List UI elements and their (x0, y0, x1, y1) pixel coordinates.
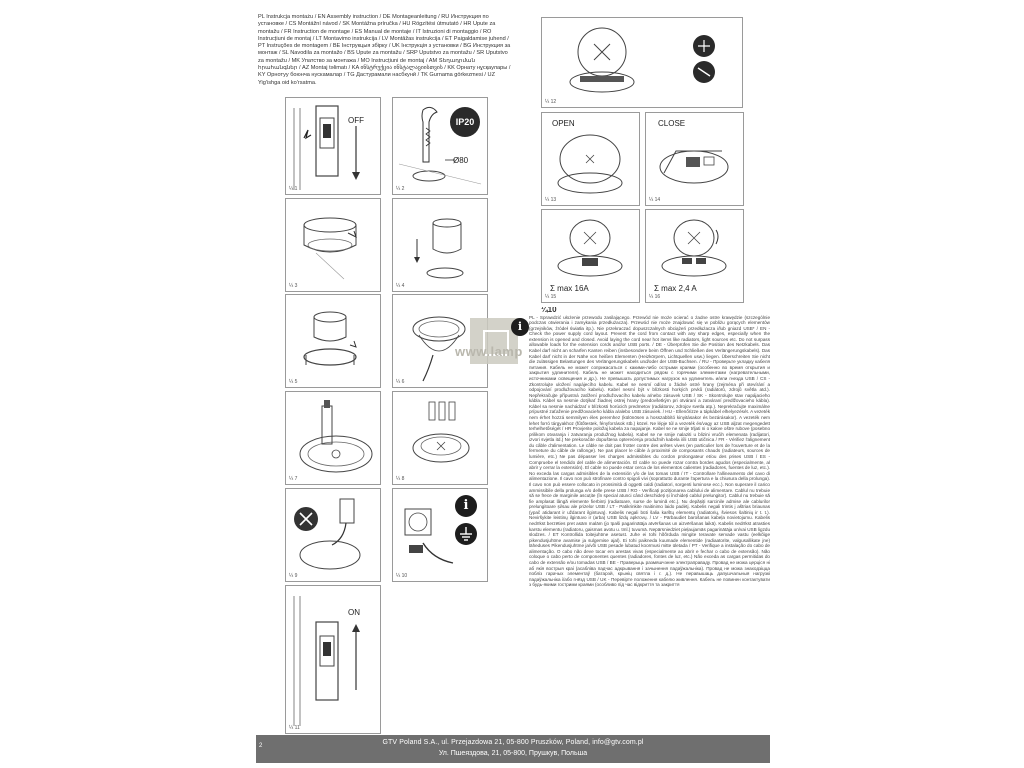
ip20-badge (450, 107, 480, 137)
figure-1 (285, 97, 381, 195)
figure-12 (541, 17, 743, 108)
figure-number: ¼ 9 (289, 573, 298, 579)
figure-7 (285, 391, 381, 485)
figure-10 (392, 488, 488, 582)
open-label: OPEN (552, 119, 575, 128)
figure-number: ¼ 6 (396, 379, 405, 385)
figure-5 (285, 294, 381, 388)
figure-9 (285, 488, 381, 582)
figure-number: ¼ 10 (396, 573, 408, 579)
intro-text: PL Instrukcja montażu / EN Assembly instruction / DE Montageanleitung / RU Инструкция по установке / CS Montážní návod / SK Montážna príručka / HU Rögzítési útmutató / HR Upute za montažu / FR Instruction de montage / ES Manual de montaje / IT Istruzioni di montaggio / RO Instrucțiuni de montaj / LT Montavimo instrukcija / LV Montāžas instrukcija / ET Paigaldamise juhend / PT Instruções de montagem / BE Інструкцыя збірку / UK Інструкція з установки / BG Инструкция за монтаж / SL Navodila za montažo / BS Upute za montažu / SRP Uputstvo za montažu / SR Uputstvo za montažu / MK Упатство за монтажа / MO Instrucțiuni de montaj / AM Տեղադրման հրահանգներ / AZ Montaj təlimatı / KA ინსტრუქცია ინსტალაციისთვის / KK Орнату нұсқаулары / KY Орнотуу боюнча нускамалар / TG Дастурамали насбкунӣ / TK Gurnama görkezmesi / UZ Yig'ishga oid ko'rsatma. (258, 14, 511, 86)
diameter-label: Ø80 (453, 156, 469, 165)
wall-socket-on-drawing (286, 586, 380, 733)
watermark-text: www.lamp (455, 344, 523, 359)
figure-4 (392, 198, 488, 292)
close-label: CLOSE (658, 119, 686, 128)
figure-number: ¼ 15 (545, 294, 557, 300)
max-2-4a-label: Σ max 2,4 A (654, 284, 697, 293)
plug-in-drawing (286, 392, 380, 484)
ip20-text: IP20 (455, 117, 475, 127)
figure-number: ¼ 11 (289, 725, 300, 731)
section-10-body: PL - Sprawdzić ułożenie przewodu zasilającego. Przewód nie może ocierać o żadne ostre krawędzie (szczególnie podczas otwierania i zamykania przedłużacza). Przewód nie może znajdować się w pobliżu gorących elementów (grzejników, źródeł światła itp.). Nie przekraczać dopuszczalnych obciążeń przedłużacza i/lub gniazd USB* / EN - Check the power supply cord layout. Prevent the cord from contact with any sharp edges, especially when the extension is opened and closed. Avoid laying the cord near hot items like radiators, light sources etc. Do not surpass allowable loads for the extension cords and/or USB ports. / DE - Überprüfen Sie die Position des Netzkabels. Das Kabel darf nicht an scharfen Kanten reiben (insbesondere beim Öffnen und Schließen des Verlängerungskabels). Das Kabel darf nicht in der Nähe von heißen Elementen (Heizkörpern, Lichtquellen usw.) liegen. Überschreiten Sie nicht die zulässigen Belastungen des Verlängerungskabels und/oder der USB-Buchsen. / RU - Проверьте укладку кабеля питания. Кабель не может соприкасаться с какими-либо острыми краями (особенно во время открытия и закрытия удлинителя). Кабель не может находиться рядом с горячими элементами (нагревательными, источниками освещения и др.). Не превышать допустимых нагрузок на удлинитель и/или гнезда USB / CS - Zkontrolujte uložení napájecího kabelu. Kabel se nesmí odírat o žádné ostré hrany (zejména při otevírání a odpojování prodlužovacího kabelu). Kabel nesmí být v blízkosti horkých prvků (radiátorů, zdrojů světla atd.). Nepřekračujte přípustná zatížení prodlužovacího kabelu a/nebo zásuvek USB / SK - Skontrolujte stav napájacieho kábla. Kábel sa nesmie dotýkať žiadnej ostrej hrany (predovšetkým pri otváraní a zatváraní predlžovacieho kábla). Kábel sa nesmie nachádzať v blízkosti horúcich predmetov (radiátorov, zdrojov svetla atp.). Neprekračujte maximálne prípustné zaťaženie predlžovacieho kábla a/alebo USB zásuviek. / HU - Ellenőrizze a tápkábel elhelyezését. A vezeték nem érhet hozzá semmilyen éles peremhez (különösen a hosszabbító kinyitásakor és bezárásakor). A vezeték nem lehet forró tárgyakhoz (fűtőtestek, fényforrások stb.) közel. Ne lépje túl a vezeték és/vagy az USB aljzat megengedett terhelhetőségét / HR Provjerite položaj kabela za napajanje. Kabel se ne smije trljati ni o kakve oštre rubove (posebno prilikom otvaranja i zatvaranja produžnog kabela). Kabel se ne smije nalaziti u blizini vrućih elemenata (radijatori, izvori svjetla itd.) Ne prekoračite dopuštena opterećenja produžnih kabela i/ili USB utičnica / FR - Vérifiez l'alignement du câble d'alimentation. Le câble ne doit pas frotter contre des arêtes vives (en particulier lors de l'ouverture et de la fermeture du câble de rallonge). Ne pas placer le câble à proximité de composants chauds (radiateurs, sources de lumière, etc.) Ne pas dépasser les charges admissibles du cordon prolongateur et/ou des prises USB / ES - Compruebe el tendido del cable de alimentación. El cable no puede rozar contra bordes agudos (especialmente, al abrir y cerrar la extensión). El cable no puede estar cerca de los elementos calientes (radiadores, fuentes de luz, etc.). No exceda las cargas admisibles de la extensión y/o de las tomas USB / IT - Controllare l'allineamento del cavo di alimentazione. Il cavo non può strofinare contro spigoli vivi (soprattutto durante l'apertura e la chiusura della prolunga). Il cavo non può essere collocato in prossimità di oggetti caldi (radiatori, sorgenti luminose ecc.). Non superare il carico ammissibile della prolunga e/o delle prese USB / RO - Verificați poziționarea cablului de alimentare. Cablul nu trebuie să se frece de marginile ascuțite (în special atunci când deschideți și închideți cablul prelungitor). Cablul nu trebuie să fie amplasat lângă elemente fierbinți (radiatoare, surse de lumină etc.). Nu depășiți sarcinile admise ale cablurilor prelungitoare și/sau ale prizelor USB / LT - Patikrinkite maitinimo laido padėtį. Kabelis negali trintis į aštrias briaunas (ypač atidarant ir uždarant ilgintuvą). Kabelis negali būti šalia karštų elementų (radiatorių, šviesos šaltinių ir t. t.). Neviršykite leistinų ilgintuvo ir (arba) USB lizdų apkrovų. / LV - Pārbaudiet barošanas kabeļa novietojumu. Kabelis nedrīkst berzēties pret asām malām (jo īpaši pagarinātāja atvēršanas un aizvēršanas laikā). Kabelis nedrīkst atrasties karstu elementu (radiatoru, gaismas avotu u. tml.) tuvumā. Nepārsniedziet pieļaujamās pagarinātāja un/vai USB ligzdu slodzes. / ET Kontrollida toitejuhtme asetust. Juhe ei tohi hõõrduda mingite teravate servade vastu (eelkõige pikendusjuhtme avamise ja sulgemise ajal). Ei tohi paikneda kuumade elementide (radiaatorite, valgusallikate jne) läheduses Pikendusjuhtme ja/või USB pesade lubatud koormusi mitte ületada / PT - Verifique a instalação do cabo de alimentação. O cabo não deve tocar em arestas vivas (especialmente ao abrir e fechar o cabo de extensão). Não coloque o cabo perto de componentes quentes (radiadores, fontes de luz, etc.) Não exceda as cargas permitidas do cabo de extensão e/ou tomadas USB / BE - Праверыць размяшчэнне электраправаду. Провад не можа церціся ні аб якія вострыя краі (асабліва падчас адкрывання і зачынення падаўжальніка). Провад не можа знаходзіцца побліз гарачых элементаў (батарэй, крыніц святла і г. д.). Не перавышаць дапушчальныя нагрузкі падаўжальніка і/або гнёзд USB / UK - Перевірте положення кабелю живлення. Кабель не повинен контактувати з будь-якими гострими краями (особливо під час відкриття та закриття (529, 314, 770, 588)
socket-ring-drawing (286, 199, 380, 291)
figure-number: ¼ 1 (289, 186, 298, 192)
insert-socket-drawing (393, 199, 487, 291)
info-icon: i (511, 318, 529, 336)
figure-15 (541, 209, 640, 303)
footer-address: GTV Poland S.A., ul. Przejazdowa 21, 05-800 Pruszków, Poland, info@gtv.com.pl (382, 739, 644, 746)
cable-layout-drawing (286, 489, 380, 581)
figure-number: ¼ 16 (649, 294, 661, 300)
tighten-ring-drawing (286, 295, 380, 387)
lid-warning-drawing (542, 18, 742, 107)
figure-3 (285, 198, 381, 292)
figure-number: ¼ 3 (289, 283, 298, 289)
figure-number: ¼ 5 (289, 379, 298, 385)
figure-number: ¼ 12 (545, 99, 557, 105)
page-number: 2 (259, 743, 263, 749)
max-16a-label: Σ max 16A (550, 284, 589, 293)
figure-number: ¼ 4 (396, 283, 405, 289)
wall-socket-off-drawing (286, 98, 380, 194)
figure-14 (645, 112, 744, 206)
figure-11 (285, 585, 381, 734)
section-10-heading: ¼10 (541, 307, 557, 314)
section-10-text (529, 307, 770, 755)
figure-number: ¼ 14 (649, 197, 661, 203)
socket-closed-drawing (393, 392, 487, 484)
footer-address-cyrillic: Ул. Пшеяздова, 21, 05-800, Прушкув, Польша (438, 750, 588, 757)
figure-8 (392, 391, 488, 485)
info-icon: i (455, 495, 477, 517)
footer-bar (256, 735, 770, 763)
figure-number: ¼ 13 (545, 197, 557, 203)
figure-13 (541, 112, 640, 206)
figure-2 (392, 97, 488, 195)
figure-number: ¼ 8 (396, 476, 405, 482)
on-label: ON (348, 608, 360, 617)
figure-16 (645, 209, 744, 303)
figure-number: ¼ 7 (289, 476, 298, 482)
ground-symbol-icon (455, 523, 477, 545)
off-label: OFF (348, 116, 364, 125)
figure-number: ¼ 2 (396, 186, 405, 192)
